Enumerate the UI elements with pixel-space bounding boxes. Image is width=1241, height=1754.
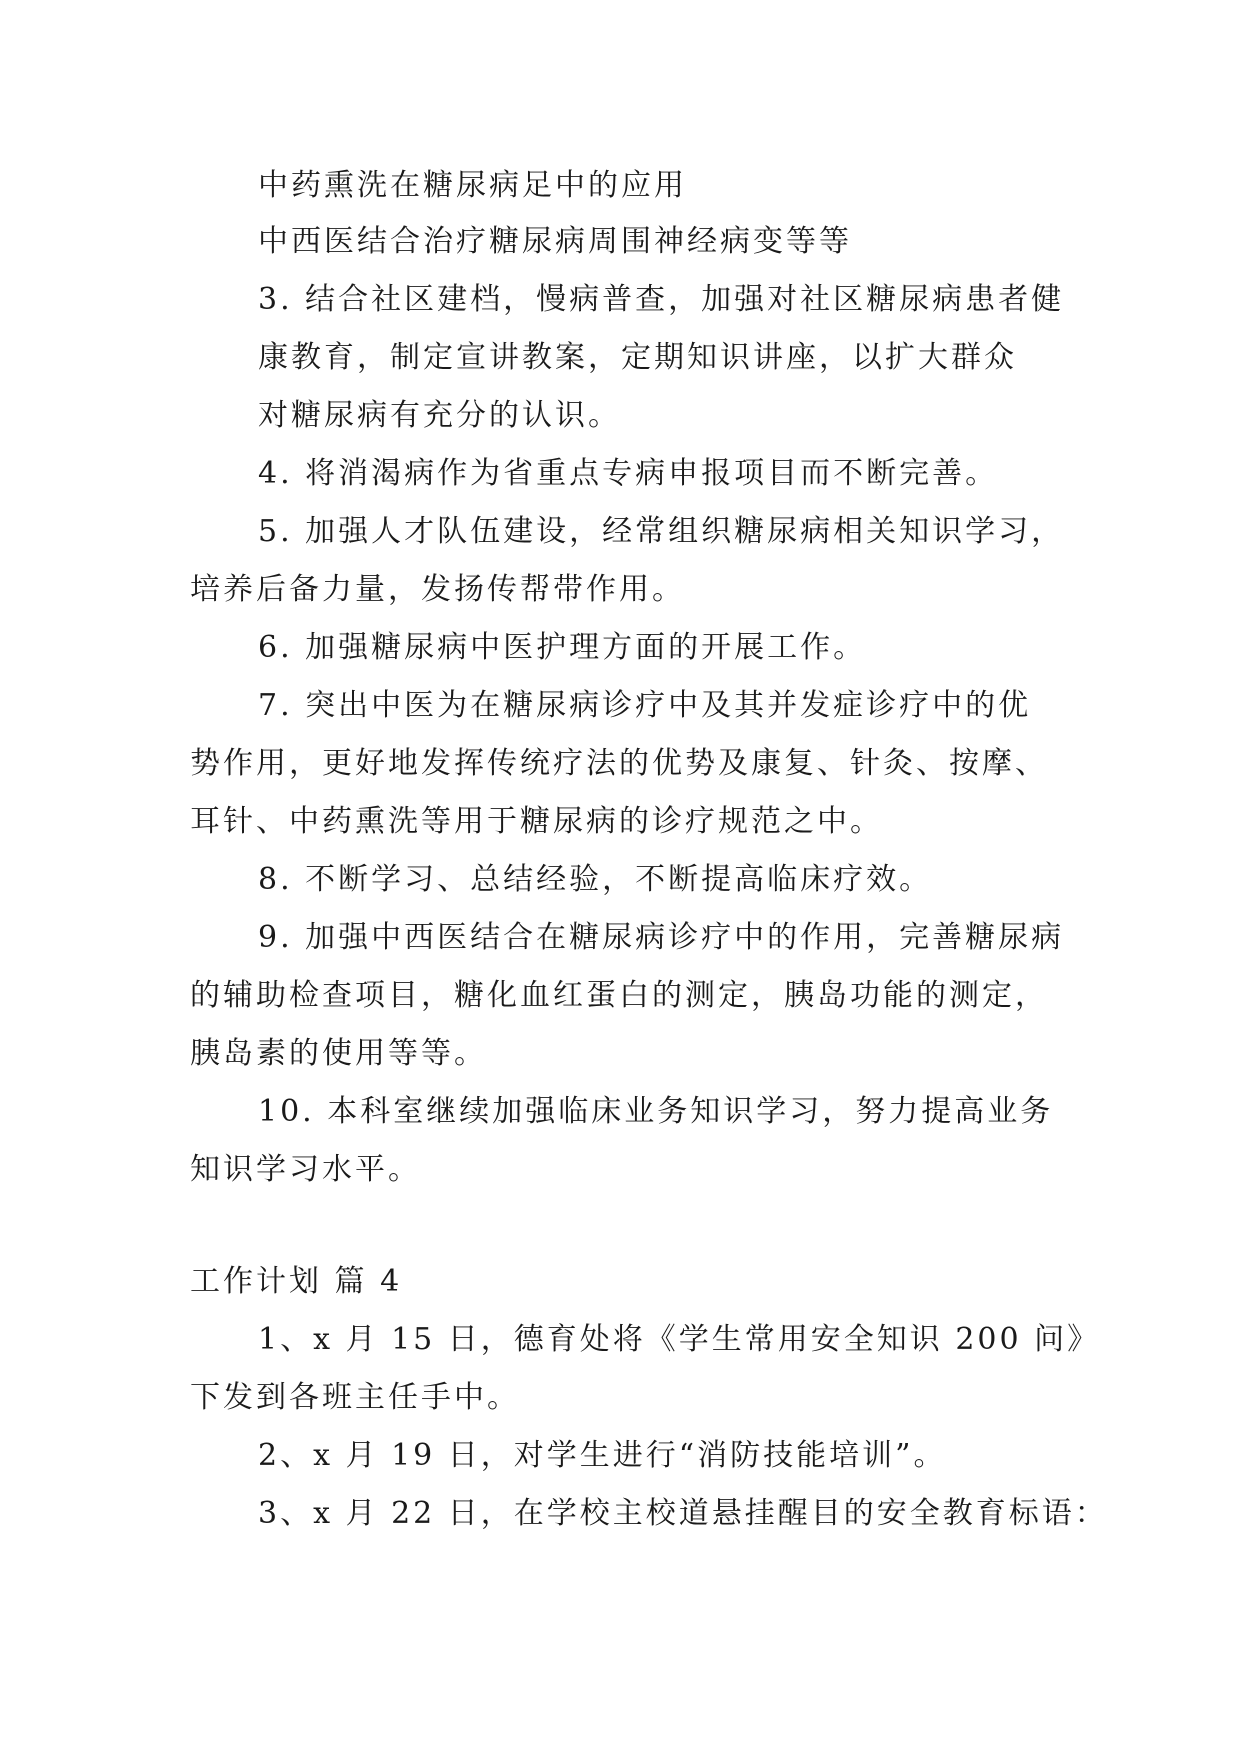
paragraph-line: 下发到各班主任手中。	[190, 1380, 520, 1415]
paragraph-line: 知识学习水平。	[190, 1152, 421, 1187]
paragraph-line: 康教育，制定宣讲教案，定期知识讲座，以扩大群众	[258, 340, 1017, 375]
paragraph-line: 胰岛素的使用等等。	[190, 1036, 487, 1071]
paragraph-line: 8. 不断学习、总结经验，不断提高临床疗效。	[258, 862, 933, 897]
paragraph-line: 中西医结合治疗糖尿病周围神经病变等等	[258, 224, 852, 259]
paragraph-line: 3、x 月 22 日，在学校主校道悬挂醒目的安全教育标语：	[258, 1496, 1108, 1531]
paragraph-line: 6. 加强糖尿病中医护理方面的开展工作。	[258, 630, 867, 665]
paragraph-line: 中药熏洗在糖尿病足中的应用	[258, 168, 687, 203]
paragraph-line: 9. 加强中西医结合在糖尿病诊疗中的作用，完善糖尿病	[258, 920, 1065, 955]
paragraph-line: 5. 加强人才队伍建设，经常组织糖尿病相关知识学习，	[258, 514, 1065, 549]
paragraph-line: 4. 将消渴病作为省重点专病申报项目而不断完善。	[258, 456, 999, 491]
paragraph-line: 2、x 月 19 日，对学生进行“消防技能培训”。	[258, 1438, 947, 1473]
paragraph-line: 培养后备力量，发扬传帮带作用。	[190, 572, 685, 607]
section-heading: 工作计划 篇 4	[190, 1264, 403, 1299]
paragraph-line: 1、x 月 15 日，德育处将《学生常用安全知识 200 问》	[258, 1322, 1101, 1357]
paragraph-line: 3. 结合社区建档，慢病普查，加强对社区糖尿病患者健	[258, 282, 1065, 317]
paragraph-line: 的辅助检查项目，糖化血红蛋白的测定，胰岛功能的测定，	[190, 978, 1048, 1013]
paragraph-line: 10. 本科室继续加强临床业务知识学习，努力提高业务	[258, 1094, 1054, 1129]
paragraph-line: 势作用，更好地发挥传统疗法的优势及康复、针灸、按摩、	[190, 746, 1048, 781]
paragraph-line: 耳针、中药熏洗等用于糖尿病的诊疗规范之中。	[190, 804, 883, 839]
paragraph-line: 对糖尿病有充分的认识。	[258, 398, 621, 433]
paragraph-line: 7. 突出中医为在糖尿病诊疗中及其并发症诊疗中的优	[258, 688, 1032, 723]
